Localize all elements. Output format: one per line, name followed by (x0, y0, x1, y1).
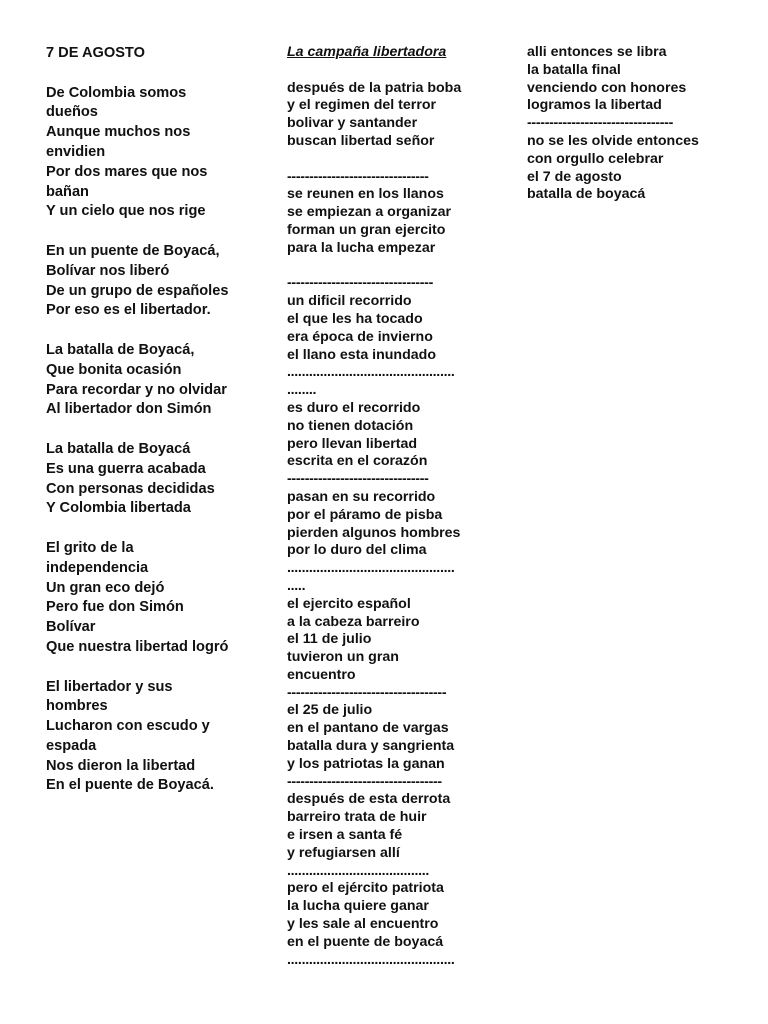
verse-line: el ejercito español (287, 595, 411, 612)
verse-line: por el páramo de pisba (287, 506, 443, 523)
verse-line: el 7 de agosto (527, 168, 622, 185)
verse-line: Con personas decididas (46, 480, 215, 497)
verse-line: el 25 de julio (287, 702, 373, 719)
verse-line: a la cabeza barreiro (287, 613, 420, 630)
blank-line (287, 151, 519, 169)
separator-line: .............................................. (287, 560, 455, 577)
verse-line: Por dos mares que nos (46, 163, 208, 180)
verse-line: Al libertador don Simón (46, 401, 212, 418)
poem-7-de-agosto (46, 44, 266, 796)
verse-line: Lucharon con escudo y (46, 718, 210, 735)
stanza (46, 84, 266, 223)
verse-line: alli entonces se libra (527, 44, 667, 60)
separator-line: .............................................. (287, 364, 455, 381)
verse-line: Pero fue don Simón (46, 599, 184, 616)
verse-line: y les sale al encuentro (287, 916, 439, 933)
verse-line: se empiezan a organizar (287, 204, 452, 221)
verse-line: envidien (46, 143, 106, 160)
verse-line: En un puente de Boyacá, (46, 242, 220, 259)
verse-line: pasan en su recorrido (287, 488, 436, 505)
verse-line: Bolívar nos liberó (46, 262, 170, 279)
verse-line: es duro el recorrido (287, 399, 421, 416)
verse-line: barreiro trata de huir (287, 809, 427, 826)
stanza (46, 678, 266, 797)
verse-line: De un grupo de españoles (46, 282, 229, 299)
verse-line: independencia (46, 559, 149, 576)
verse-line: e irsen a santa fé (287, 827, 403, 844)
verse-line: el 11 de julio (287, 631, 372, 648)
verse-line: en el pantano de vargas (287, 720, 449, 737)
stanza (46, 242, 266, 321)
verse-line: Un gran eco dejó (46, 579, 165, 596)
separator-line: -------------------------------- (287, 471, 429, 488)
separator-line: ........ (287, 382, 317, 399)
poem-campana-libertadora (287, 44, 519, 969)
separator-line: -------------------------------- (287, 168, 429, 185)
verse-line: se reunen en los llanos (287, 186, 444, 203)
verse-line: Por eso es el libertador. (46, 302, 211, 319)
verse-line: En el puente de Boyacá. (46, 777, 214, 794)
verse-line: Es una guerra acabada (46, 460, 206, 477)
verse-line: pero el ejército patriota (287, 880, 444, 897)
verse-line: La batalla de Boyacá (46, 440, 191, 457)
verse-line: bolivar y santander (287, 115, 418, 132)
verse-line: logramos la libertad (527, 97, 662, 114)
verse-line: dueños (46, 104, 98, 121)
verse-line: la lucha quiere ganar (287, 898, 429, 915)
verse-line: espada (46, 737, 97, 754)
verse-line: El libertador y sus (46, 678, 173, 695)
verse-line: y el regimen del terror (287, 97, 437, 114)
separator-line: --------------------------------- (287, 275, 434, 292)
verse-line: forman un gran ejercito (287, 221, 446, 238)
verse-line: batalla dura y sangrienta (287, 738, 455, 755)
verse-line: Bolívar (46, 619, 96, 636)
verse-line: pierden algunos hombres (287, 524, 461, 541)
poem-title: La campaña libertadora (287, 44, 447, 60)
stanza (46, 341, 266, 420)
verse-line: un dificil recorrido (287, 293, 412, 310)
poem-lines (527, 44, 763, 204)
verse-line: escrita en el corazón (287, 453, 428, 470)
verse-line: y refugiarsen allí (287, 844, 400, 861)
verse-line: batalla de boyacá (527, 186, 646, 203)
stanza (46, 440, 266, 519)
poem-continuation (527, 44, 763, 204)
verse-line: El grito de la (46, 539, 134, 556)
verse-line: La batalla de Boyacá, (46, 341, 195, 358)
verse-line: y los patriotas la ganan (287, 755, 445, 772)
separator-line: ..... (287, 577, 306, 594)
verse-line: no se les olvide entonces (527, 132, 699, 149)
verse-line: Nos dieron la libertad (46, 757, 196, 774)
verse-line: pero llevan libertad (287, 435, 418, 452)
verse-line: para la lucha empezar (287, 239, 436, 256)
verse-line: Para recordar y no olvidar (46, 381, 227, 398)
verse-line: buscan libertad señor (287, 132, 435, 149)
verse-line: encuentro (287, 666, 356, 683)
verse-line: venciendo con honores (527, 79, 687, 96)
separator-line: ------------------------------------ (287, 684, 447, 701)
verse-line: bañan (46, 183, 89, 200)
verse-line: De Colombia somos (46, 84, 187, 101)
poem-title: 7 DE AGOSTO (46, 45, 145, 61)
verse-line: la batalla final (527, 61, 621, 78)
poem-stanzas (46, 84, 266, 797)
separator-line: ----------------------------------- (287, 773, 442, 790)
separator-line: --------------------------------- (527, 115, 674, 132)
blank-line (287, 258, 519, 276)
verse-line: Y Colombia libertada (46, 500, 191, 517)
separator-line: ....................................... (287, 862, 430, 879)
verse-line: no tienen dotación (287, 417, 414, 434)
verse-line: después de esta derrota (287, 791, 451, 808)
verse-line: con orgullo celebrar (527, 150, 664, 167)
verse-line: Y un cielo que nos rige (46, 203, 206, 220)
stanza (46, 539, 266, 658)
verse-line: el llano esta inundado (287, 346, 436, 363)
verse-line: Aunque muchos nos (46, 124, 191, 141)
verse-line: después de la patria boba (287, 79, 462, 96)
verse-line: el que les ha tocado (287, 310, 423, 327)
verse-line: hombres (46, 698, 108, 715)
verse-line: tuvieron un gran (287, 649, 399, 666)
separator-line: .............................................. (287, 951, 455, 968)
verse-line: Que nuestra libertad logró (46, 638, 229, 655)
verse-line: en el puente de boyacá (287, 933, 444, 950)
poem-lines (287, 80, 519, 970)
verse-line: Que bonita ocasión (46, 361, 182, 378)
verse-line: por lo duro del clima (287, 542, 427, 559)
verse-line: era época de invierno (287, 328, 433, 345)
